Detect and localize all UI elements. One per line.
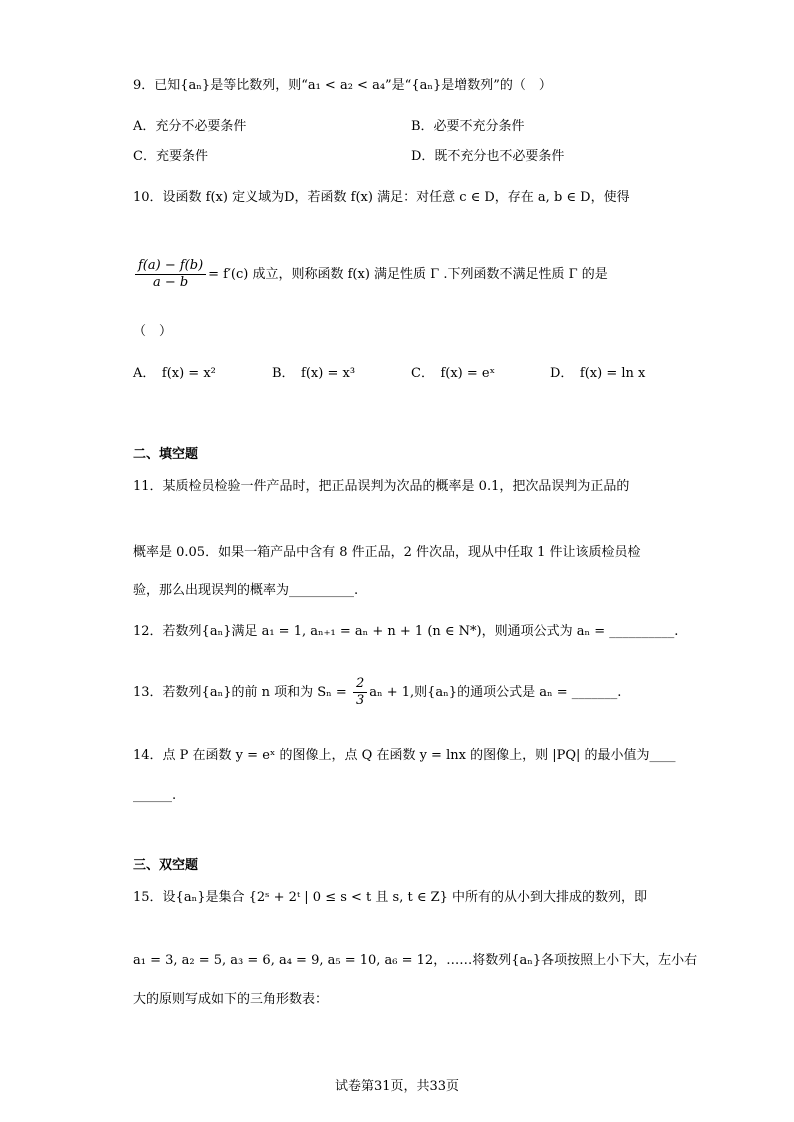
q10-stem-line2 bbox=[133, 258, 608, 292]
q10-option-b: B． f(x) = x³ bbox=[272, 366, 356, 381]
q10-answer-paren: （ ） bbox=[133, 324, 173, 339]
q10-stem-line1: 10．设函数 f(x) 定义域为D，若函数 f(x) 满足：对任意 c ∈ D，存在 a, b ∈ D，使得 bbox=[133, 190, 630, 205]
q9-stem: 9．已知{aₙ}是等比数列，则“a₁ < a₂ < a₄”是“{aₙ}是增数列”的（ ） bbox=[133, 78, 552, 93]
q12-line1: 12．若数列{aₙ}满足 a₁ = 1, aₙ₊₁ = aₙ + n + 1 (n ∈ N*)，则通项公式为 aₙ = __________. bbox=[133, 624, 679, 639]
q10-fraction bbox=[135, 258, 206, 291]
q13-fraction-numerator: 2 bbox=[353, 676, 367, 693]
q9-option-d: D．既不充分也不必要条件 bbox=[411, 149, 565, 164]
q13-fraction bbox=[353, 676, 367, 709]
section-fill-in-heading: 二、填空题 bbox=[133, 447, 199, 462]
q10-stem-line2-text: = f′(c) 成立，则称函数 f(x) 满足性质 Γ .下列函数不满足性质 Γ 的是 bbox=[208, 267, 608, 282]
q10-fraction-numerator: f(a) − f(b) bbox=[135, 258, 206, 275]
q15-line2: a₁ = 3, a₂ = 5, a₃ = 6, a₄ = 9, a₅ = 10, a₆ = 12，……将数列{aₙ}各项按照上小下大，左小右 bbox=[133, 953, 698, 968]
q15-line1: 15．设{aₙ}是集合 {2ˢ + 2ᵗ | 0 ≤ s < t 且 s, t ∈ Z} 中所有的从小到大排成的数列，即 bbox=[133, 890, 648, 905]
q10-option-c: C． f(x) = eˣ bbox=[411, 366, 496, 381]
q11-line2: 概率是 0.05．如果一箱产品中含有 8 件正品，2 件次品，现从中任取 1 件让该质检员检 bbox=[133, 545, 641, 560]
q13-prefix: 13．若数列{aₙ}的前 n 项和为 Sₙ = bbox=[133, 685, 347, 700]
q14-line1: 14．点 P 在函数 y = eˣ 的图像上，点 Q 在函数 y = lnx 的图像上，则 |PQ| 的最小值为____ bbox=[133, 748, 676, 763]
page-footer: 试卷第31页，共33页 bbox=[334, 1079, 460, 1094]
q11-line3: 验，那么出现误判的概率为__________. bbox=[133, 583, 359, 598]
q10-option-d: D． f(x) = ln x bbox=[550, 366, 646, 381]
q13-line1 bbox=[133, 676, 621, 710]
q9-option-a: A．充分不必要条件 bbox=[133, 119, 247, 134]
q10-option-a: A． f(x) = x² bbox=[133, 366, 216, 381]
q15-line3: 大的原则写成如下的三角形数表： bbox=[133, 992, 329, 1007]
q13-suffix: aₙ + 1,则{aₙ}的通项公式是 aₙ = _______. bbox=[369, 685, 622, 700]
q13-fraction-denominator: 3 bbox=[355, 693, 365, 708]
q10-fraction-denominator: a − b bbox=[152, 275, 189, 290]
q14-line2: ______. bbox=[133, 788, 177, 803]
section-double-blank-heading: 三、双空题 bbox=[133, 858, 199, 873]
q11-line1: 11．某质检员检验一件产品时，把正品误判为次品的概率是 0.1，把次品误判为正品的 bbox=[133, 479, 630, 494]
q9-option-c: C．充要条件 bbox=[133, 149, 208, 164]
q9-option-b: B．必要不充分条件 bbox=[411, 119, 525, 134]
